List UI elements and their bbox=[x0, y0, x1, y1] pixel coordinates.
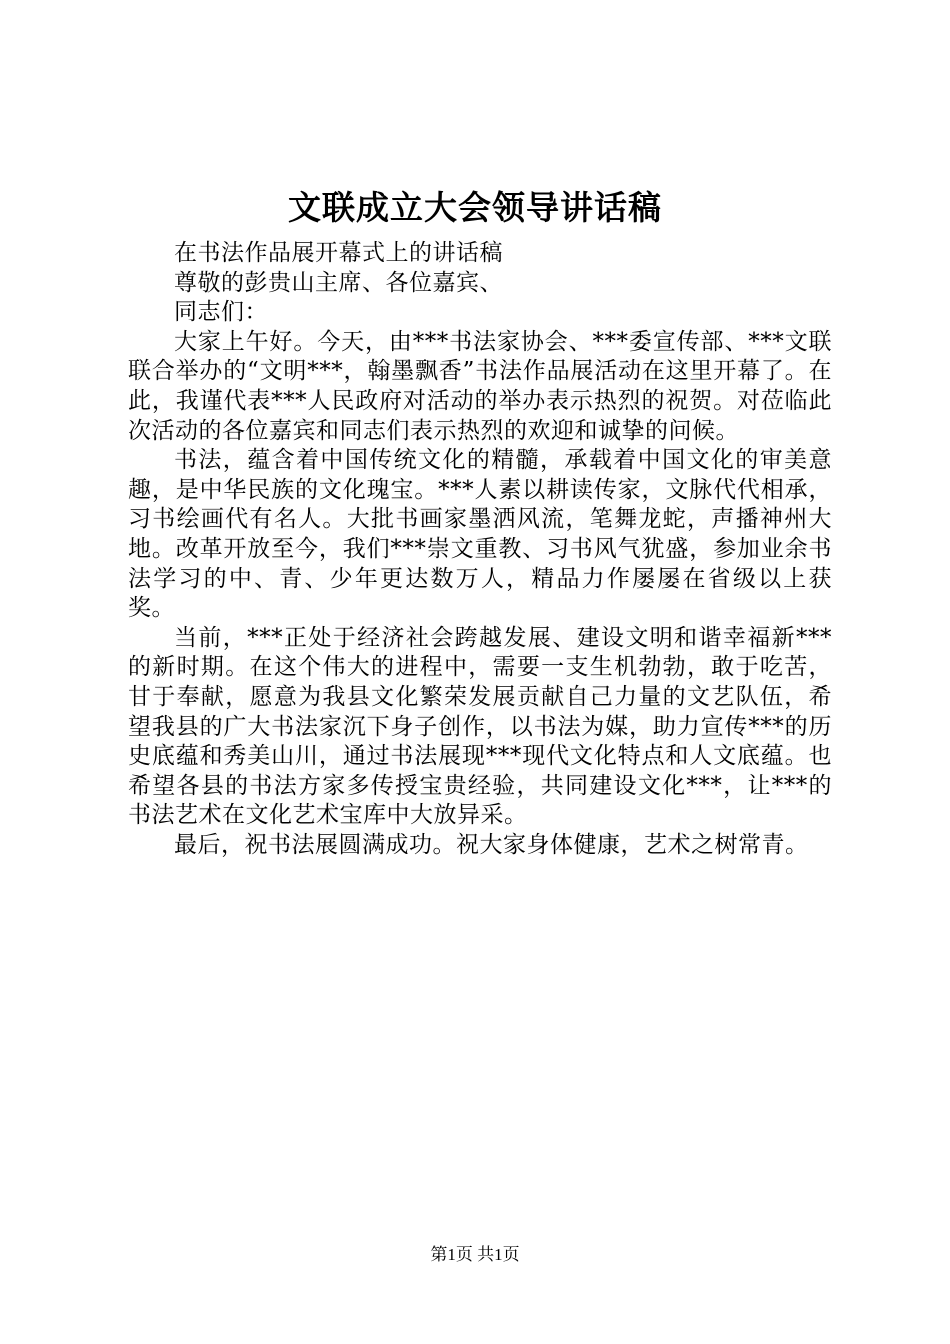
paragraph-calligraphy: 书法，蕴含着中国传统文化的精髓，承载着中国文化的审美意趣，是中华民族的文化瑰宝。***人素以耕读传家，文脉代代相承，习书绘画代有名人。大批书画家墨洒风流，笔舞龙蛇，声播神州大地。改革开放至今，我们***崇文重教、习书风气犹盛，参加业余书法学习的中、青、少年更达数万人，精品力作屡屡在省级以上获奖。 bbox=[128, 447, 832, 622]
paragraph-closing: 最后，祝书法展圆满成功。祝大家身体健康，艺术之树常青。 bbox=[174, 831, 809, 858]
document-title: 文联成立大会领导讲话稿 bbox=[288, 188, 662, 227]
document-body bbox=[128, 239, 832, 860]
paragraph-current: 当前，***正处于经济社会跨越发展、建设文明和谐幸福新***的新时期。在这个伟大的进程中，需要一支生机勃勃，敢于吃苦，甘于奉献，愿意为我县文化繁荣发展贡献自己力量的文艺队伍，希望我县的广大书法家沉下身子创作，以书法为媒，助力宣传***的历史底蕴和秀美山川，通过书法展现***现代文化特点和人文底蕴。也希望各县的书法方家多传授宝贵经验，共同建设文化***，让***的书法艺术在文化艺术宝库中大放异采。 bbox=[128, 624, 832, 829]
paragraph-subtitle: 在书法作品展开幕式上的讲话稿 bbox=[174, 240, 503, 266]
paragraph-greeting: 大家上午好。今天，由***书法家协会、***委宣传部、***文联联合举办的“文明***，翰墨飘香”书法作品展活动在这里开幕了。在此，我谨代表***人民政府对活动的举办表示热烈的祝贺。对莅临此次活动的各位嘉宾和同志们表示热烈的欢迎和诚挚的问候。 bbox=[128, 328, 832, 444]
paragraph-salutation-comrades: 同志们： bbox=[174, 299, 268, 326]
page-footer: 第1页 共1页 bbox=[430, 1245, 520, 1264]
paragraph-salutation: 尊敬的彭贵山主席、各位嘉宾、 bbox=[174, 269, 503, 296]
